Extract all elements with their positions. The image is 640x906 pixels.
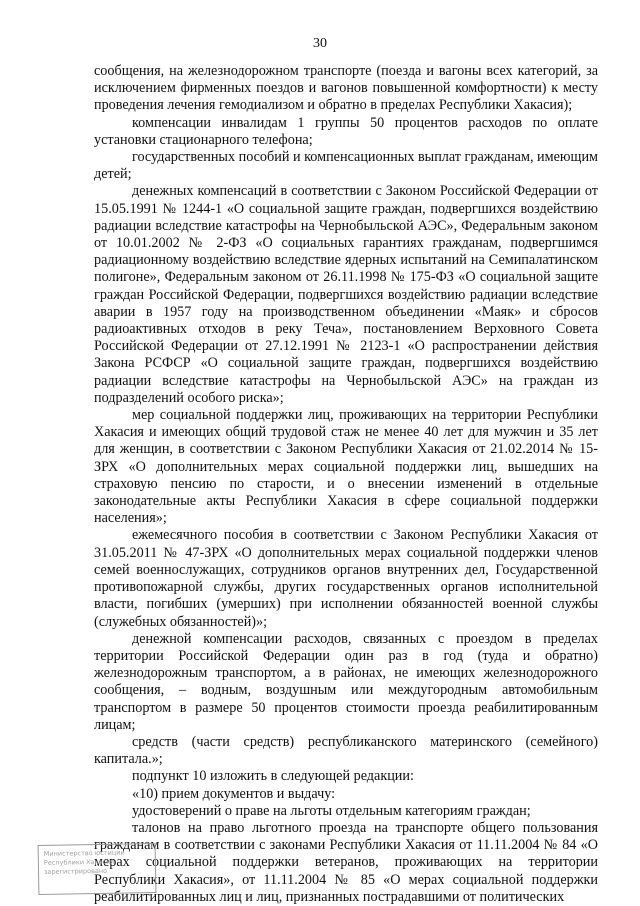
page-number: 30 bbox=[313, 36, 327, 51]
paragraph: подпункт 10 изложить в следующей редакции: bbox=[132, 768, 414, 785]
stamp-line: Министерство юстиции bbox=[43, 848, 125, 858]
paragraph: удостоверений о праве на льготы отдельным категориям граждан; bbox=[132, 802, 531, 819]
paragraph: «10) прием документов и выдачу: bbox=[132, 785, 336, 802]
paragraph: денежной компенсации расходов, связанных с проездом в пределах территории Российской Федерации один раз в год (туда и обратно) железнодорожным транспортом, а в районах, не имеющих железнодорожного сообщения, – водным, воздушным или междугородным автомобильным транспортом в размере 50 процентов стоимости проезда реабилитированным лицам; bbox=[94, 630, 598, 733]
stamp-line: зарегистрировано bbox=[43, 866, 108, 876]
paragraph: денежных компенсаций в соответствии с Законом Российской Федерации от 15.05.1991 № 1244-1 «О социальной защите граждан, подвергшихся воздействию радиации вследствие катастрофы на Чернобыльской АЭС», Федеральным законом от 10.01.2002 № 2-ФЗ «О социальных гарантиях гражданам, подвергшимся радиационному воздействию вследствие ядерных испытаний на Семипалатинском полигоне», Федеральным законом от 26.11.1998 № 175-ФЗ «О социальной защите граждан Российской Федерации, подвергшихся воздействию радиации вследствие аварии в 1957 году на производственном объединении «Маяк» и сбросов радиоактивных отходов в реку Теча», постановлением Верховного Совета Российской Федерации от 27.12.1991 № 2123-1 «О распространении действия Закона РСФСР «О социальной защите граждан, подвергшихся воздействию радиации вследствие катастрофы на Чернобыльской АЭС» на граждан из подразделений особого риска»; bbox=[94, 183, 598, 406]
paragraph: компенсации инвалидам 1 группы 50 процентов расходов по оплате установки стационарного телефона; bbox=[94, 114, 598, 148]
stamp-line: Республики Хакасия bbox=[43, 857, 115, 867]
paragraph: государственных пособий и компенсационных выплат гражданам, имеющим детей; bbox=[94, 149, 599, 183]
registration-stamp bbox=[38, 843, 157, 895]
paragraph: средств (части средств) республиканского материнского (семейного) капитала.»; bbox=[94, 733, 598, 768]
paragraph: сообщения, на железнодорожном транспорте (поезда и вагоны всех категорий, за исключением фирменных поездов и вагонов повышенной комфортности) к месту проведения лечения гемодиализом и обратно в пределах Республики Хакасия); bbox=[94, 63, 598, 114]
paragraph: мер социальной поддержки лиц, проживающих на территории Республики Хакасия и имеющих общий трудовой стаж не менее 40 лет для мужчин и 35 лет для женщин, в соответствии с Законом Республики Хакасия от 21.02.2014 № 15-ЗРХ «О дополнительных мерах социальной поддержки лиц, вышедших на страховую пенсию по старости, и о внесении изменений в отдельные законодательные акты Республики Хакасия в сфере социальной поддержки населения»; bbox=[94, 407, 598, 527]
document-body bbox=[94, 63, 598, 906]
paragraph: талонов на право льготного проезда на транспорте общего пользования гражданам в соответствии с законами Республики Хакасия от 11.11.2004 № 84 «О мерах социальной поддержки ветеранов, проживающих на территории Республики Хакасия», от 11.11.2004 № 85 «О мерах социальной поддержки реабилитированных лиц и лиц, признанных пострадавшими от политических bbox=[94, 819, 598, 905]
paragraph: ежемесячного пособия в соответствии с Законом Республики Хакасия от 31.05.2011 № 47-ЗРХ «О дополнительных мерах социальной поддержки членов семей военнослужащих, сотрудников органов внутренних дел, Государственной противопожарной службы, других государственных органов исполнительной власти, погибших (умерших) при исполнении обязанностей военной службы (служебных обязанностей)»; bbox=[94, 527, 598, 630]
